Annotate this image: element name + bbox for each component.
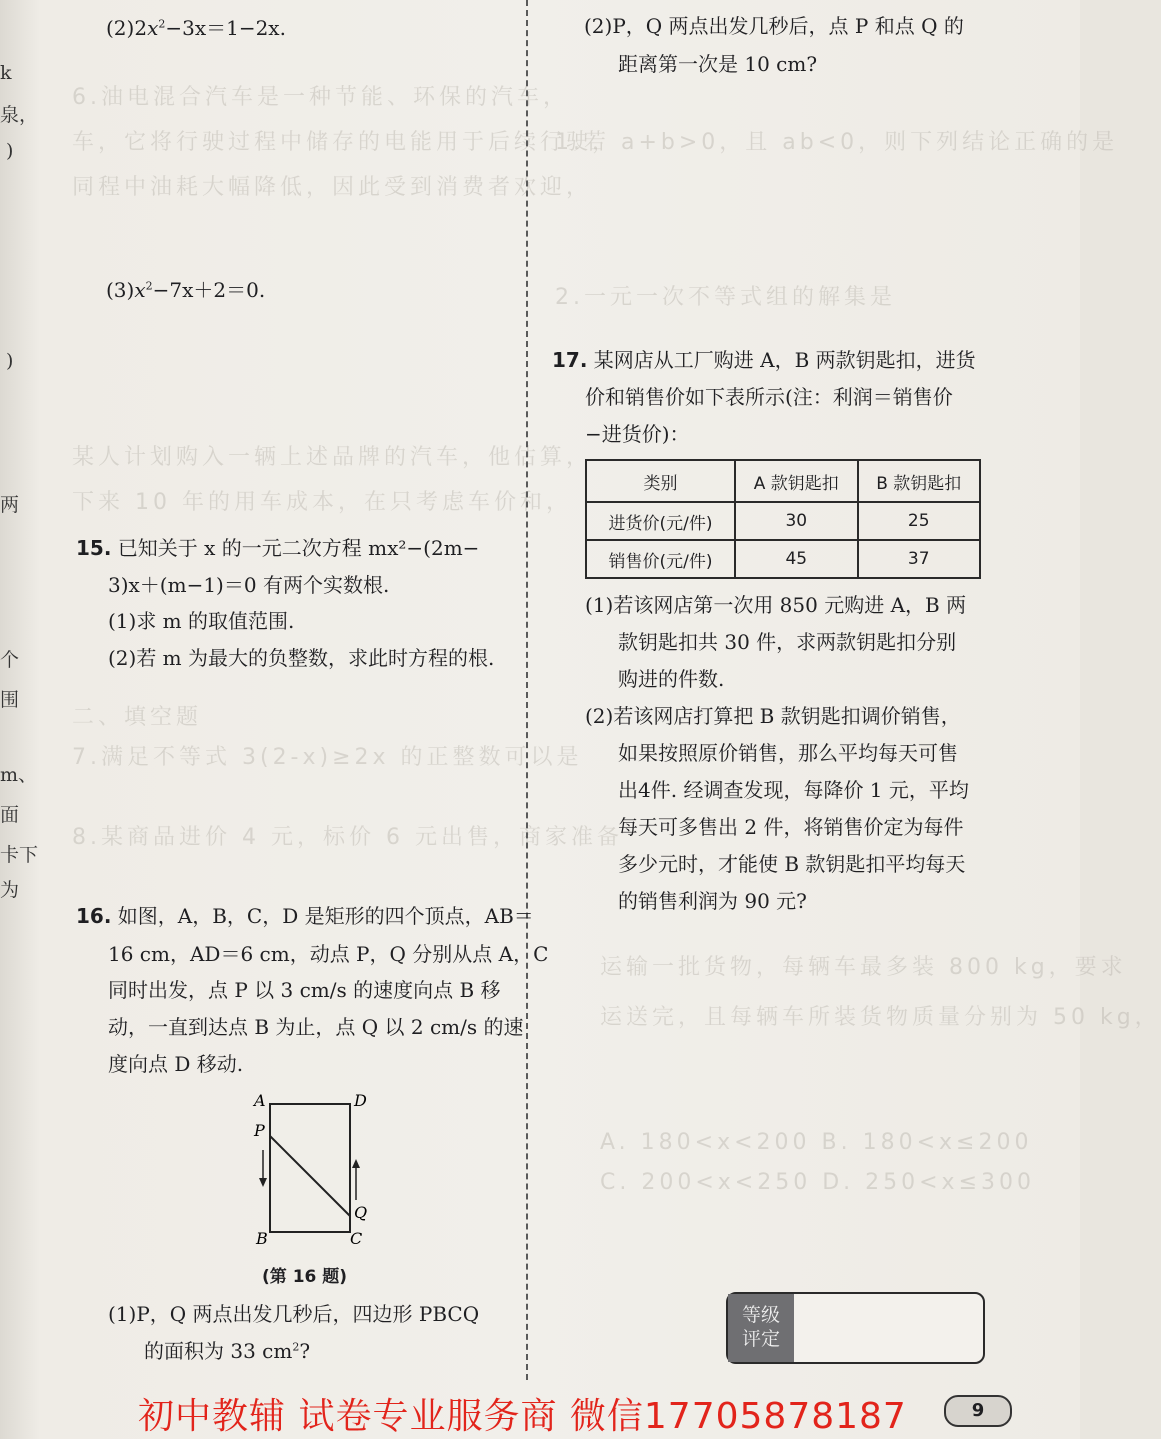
q16-stem-line4: 动，一直到达点 B 为止，点 Q 以 2 cm/s 的速 bbox=[108, 1015, 524, 1039]
table-cell: 销售价(元/件) bbox=[586, 540, 735, 578]
q17-stem-line2: 价和销售价如下表所示(注：利润＝销售价 bbox=[585, 385, 953, 409]
q17-part2-line6: 的销售利润为 90 元? bbox=[618, 889, 807, 913]
q16-part1-line1: (1)P，Q 两点出发几秒后，四边形 PBCQ bbox=[108, 1302, 480, 1326]
table-cell: 37 bbox=[858, 540, 981, 578]
q17-stem-line3: −进货价)： bbox=[585, 422, 690, 446]
facing-page-edge: k bbox=[0, 62, 12, 84]
q17-part2-line2: 如果按照原价销售，那么平均每天可售 bbox=[618, 741, 958, 765]
table-cell: 进货价(元/件) bbox=[586, 502, 735, 540]
q17-part2-line3: 出4件. 经调查发现，每降价 1 元，平均 bbox=[618, 778, 969, 802]
watermark-text: 初中教辅 试卷专业服务商 微信17705878187 bbox=[138, 1396, 907, 1437]
q15-part1: (1)求 m 的取值范围. bbox=[108, 609, 295, 633]
page-number: 9 bbox=[944, 1395, 1012, 1427]
table-header-cell: A 款钥匙扣 bbox=[735, 460, 857, 502]
q17-stem-line1: 17. 某网店从工厂购进 A，B 两款钥匙扣，进货 bbox=[552, 348, 976, 372]
price-table bbox=[585, 459, 981, 579]
q15-stem-line1: 15. 已知关于 x 的一元二次方程 mx²−(2m− bbox=[76, 536, 480, 560]
label-D: D bbox=[354, 1091, 367, 1110]
grade-box bbox=[726, 1292, 985, 1364]
table-header-row bbox=[586, 460, 980, 502]
q15-stem-line2: 3)x＋(m−1)＝0 有两个实数根. bbox=[108, 573, 390, 597]
label-A: A bbox=[254, 1091, 266, 1110]
figure-caption: (第 16 题) bbox=[262, 1267, 348, 1287]
table-cell: 30 bbox=[735, 502, 857, 540]
table-header-cell: 类别 bbox=[586, 460, 735, 502]
q16-part2-line1: (2)P，Q 两点出发几秒后，点 P 和点 Q 的 bbox=[584, 14, 964, 38]
table-cell: 45 bbox=[735, 540, 857, 578]
q17-part1-line2: 款钥匙扣共 30 件，求两款钥匙扣分别 bbox=[618, 630, 957, 654]
rectangle-figure bbox=[250, 1090, 380, 1250]
grade-label: 等级 评定 bbox=[728, 1294, 794, 1362]
q16-stem-line1: 16. 如图，A，B，C，D 是矩形的四个顶点，AB＝ bbox=[76, 904, 534, 928]
q15-part2: (2)若 m 为最大的负整数，求此时方程的根. bbox=[108, 646, 495, 670]
q16-stem-line5: 度向点 D 移动. bbox=[108, 1052, 244, 1076]
table-header-cell: B 款钥匙扣 bbox=[858, 460, 981, 502]
q17-part2-line4: 每天可多售出 2 件，将销售价定为每件 bbox=[618, 815, 964, 839]
q16-part2-line2: 距离第一次是 10 cm? bbox=[618, 52, 818, 76]
table-cell: 25 bbox=[858, 502, 981, 540]
q17-part1-line1: (1)若该网店第一次用 850 元购进 A，B 两 bbox=[585, 593, 967, 617]
label-P: P bbox=[254, 1121, 265, 1140]
q17-part1-line3: 购进的件数. bbox=[618, 667, 725, 691]
q16-stem-line3: 同时出发，点 P 以 3 cm/s 的速度向点 B 移 bbox=[108, 978, 501, 1002]
table-row bbox=[586, 540, 980, 578]
table-row bbox=[586, 502, 980, 540]
label-Q: Q bbox=[354, 1203, 368, 1222]
q17-part2-line5: 多少元时，才能使 B 款钥匙扣平均每天 bbox=[618, 852, 966, 876]
label-C: C bbox=[350, 1229, 363, 1248]
q14-part2: $(2)2x^2-3x=1-2x$. bbox=[106, 16, 286, 40]
q16-stem-line2: 16 cm，AD＝6 cm，动点 P，Q 分别从点 A，C bbox=[108, 942, 549, 966]
column-divider bbox=[526, 0, 528, 1380]
label-B: B bbox=[256, 1229, 268, 1248]
q17-part2-line1: (2)若该网店打算把 B 款钥匙扣调价销售， bbox=[585, 704, 961, 728]
q16-part1-line2: 的面积为 33 $cm^2$? bbox=[144, 1339, 311, 1363]
workbook-page: 6.油电混合汽车是一种节能、环保的汽车， 车，它将行驶过程中储存的电能用于后续行驶， 同程中油耗大幅降低，因此受到消费者欢迎， 某人计划购入一辆上述品牌的汽车，他估算， 下来 10 年的用车成本，在只考虑车价和， 二、填空题 7.满足不等式 3(2-x)≥2x 的正整数可以是 8.某商品进价 4 元，标价 6 元出售，商家准备 1.若 a+b>0，且 ab<0，则下列结论正确的是 2.一元一次不等式组的解集是 运输一批货物，每辆车最多装 800 kg，要求 运送完，且每辆车所装货物质量分别为 50 kg， A. 180<x<200 B. 180<x≤200 C. 200<x<250 D. 250<x≤300 k 泉， ) ) 两 个 围 m、 面 卡下 为 $(2)2x^2-3x=1-2x$. $(3)x^2-7x+2=0$. 15. 已知关于 x 的一元二次方程 mx²−(2m− 3)x＋(m−1)＝0 有两个实数根. (1)求 m 的取值范围. (2)若 m 为最大的负整数，求此时方程的根. 16. 如图，A，B，C，D 是矩形的四个顶点，AB＝ 16 cm，AD＝6 cm，动点 P，Q 分别从点 A，C 同时出发，点 P 以 3 cm/s 的速度向点 B 移 动，一直到达点 B 为止，点 Q 以 2 cm/s 的速 度向点 D 移动. A D P Q B C (第 16 题) (1)P，Q 两点出发几秒后，四边形 PBCQ 的面积为 33 $cm^2$? (2)P，Q 两点出发几秒后，点 P 和点 Q 的 距离第一次是 10 cm? 17. 某网店从工厂购进 A，B 两款钥匙扣，进货 价和销售价如下表所示(注：利润＝销售价 −进货价)： 类别 A 款钥匙扣 B 款钥匙扣 进货价(元/件) 30 25 销售价(元/件) 45 37 (1)若该网店第一次用 850 元购进 A，B 两 款钥匙扣共 30 件，求两款钥匙扣分别 购进的件数. (2)若该网店打算把 B 款钥匙扣调价销售， 如果按照原价销售，那么平均每天可售 出4件. 经调查发现，每降价 1 元，平均 每天可多售出 2 件，将销售价定为每件 多少元时，才能使 B 款钥匙扣平均每天 的销售利润为 90 元? 等级 评定 初中教辅 试卷专业服务商 微信17705878187 9 bbox=[0, 0, 1080, 1439]
q14-part3: $(3)x^2-7x+2=0$. bbox=[106, 278, 266, 302]
